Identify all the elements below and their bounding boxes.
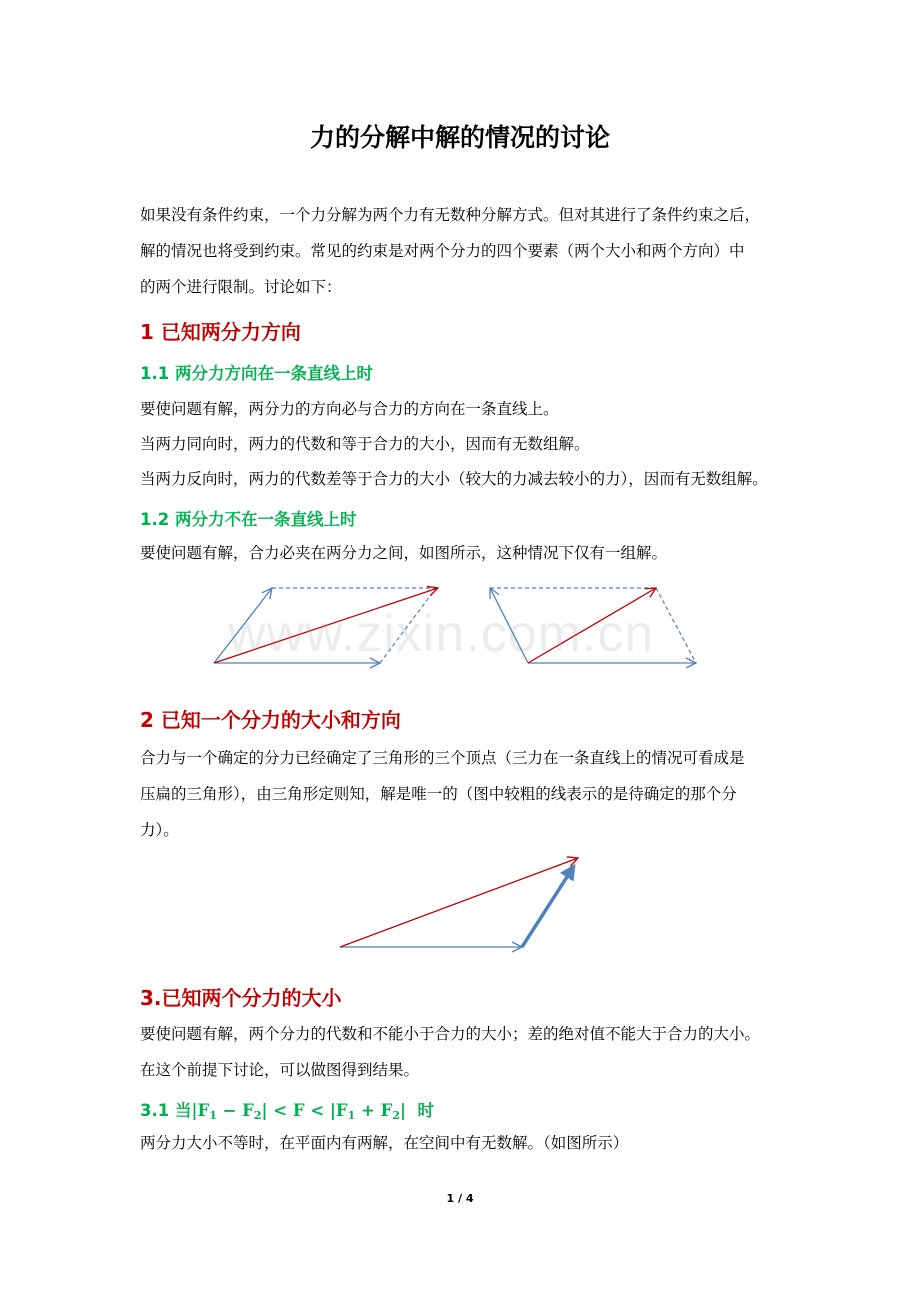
- section-1-heading: 1 已知两分力方向: [140, 320, 301, 344]
- formula-part: | < F < |F: [261, 1101, 348, 1120]
- dashed-side: [656, 588, 696, 663]
- section-3-1-suffix: 时: [405, 1101, 434, 1120]
- section-3-heading: 3.已知两个分力的大小: [140, 986, 342, 1010]
- section-2-line-1: 合力与一个确定的分力已经确定了三角形的三个顶点（三力在一条直线上的情况可看成是: [140, 749, 745, 767]
- section-1-1-heading: 1.1 两分力方向在一条直线上时: [140, 364, 373, 383]
- section-1-2-line-1: 要使问题有解，合力必夹在两分力之间，如图所示，这种情况下仅有一组解。: [140, 544, 668, 562]
- intro-line-1: 如果没有条件约束，一个力分解为两个力有无数种分解方式。但对其进行了条件约束之后，: [140, 206, 761, 224]
- section-1-1-line-2: 当两力同向时，两力的代数和等于合力的大小，因而有无数组解。: [140, 435, 590, 453]
- section-2-line-3: 力）。: [140, 821, 179, 839]
- section-1-1-line-1: 要使问题有解，两分力的方向必与合力的方向在一条直线上。: [140, 400, 559, 418]
- formula-subscript: 1: [347, 1109, 356, 1122]
- section-3-line-2: 在这个前提下讨论，可以做图得到结果。: [140, 1061, 420, 1079]
- formula-subscript: 2: [392, 1109, 400, 1122]
- section-2-line-2: 压扁的三角形），由三角形定则知，解是唯一的（图中较粗的线表示的是待确定的那个分: [140, 785, 737, 803]
- resultant-force-arrow: [340, 858, 578, 947]
- formula-subscript: 2: [253, 1109, 262, 1122]
- inequality-formula: [191, 1101, 405, 1120]
- section-3-1-heading: [140, 1097, 434, 1122]
- section-3-line-1: 要使问题有解，两个分力的代数和不能小于合力的大小；差的绝对值不能大于合力的大小。: [140, 1025, 761, 1043]
- intro-line-2: 解的情况也将受到约束。常见的约束是对两个分力的四个要素（两个大小和两个方向）中: [140, 242, 745, 260]
- figure-triangle: [340, 858, 578, 947]
- page-title: 力的分解中解的情况的讨论: [309, 123, 610, 152]
- formula-subscript: 1: [209, 1109, 217, 1122]
- formula-part: − F: [216, 1101, 254, 1120]
- section-2-heading: 2 已知一个分力的大小和方向: [140, 708, 401, 732]
- section-1-2-heading: 1.2 两分力不在一条直线上时: [140, 510, 357, 529]
- section-1-1-line-3: 当两力反向时，两力的代数差等于合力的大小（较大的力减去较小的力），因而有无数组解。: [140, 470, 768, 488]
- section-3-1-line-1: 两分力大小不等时，在平面内有两解，在空间中有无数解。（如图所示）: [140, 1134, 629, 1152]
- formula-part: |F: [191, 1101, 210, 1120]
- watermark: www.zixin.com.cn: [228, 605, 655, 663]
- intro-line-3: 的两个进行限制。讨论如下：: [140, 278, 342, 296]
- page-number: 1 / 4: [446, 1192, 474, 1205]
- formula-part: + F: [355, 1101, 393, 1120]
- section-3-1-prefix: 3.1 当: [140, 1101, 192, 1120]
- formula-part: |: [399, 1101, 406, 1120]
- unknown-component-thick-arrow: [522, 866, 574, 947]
